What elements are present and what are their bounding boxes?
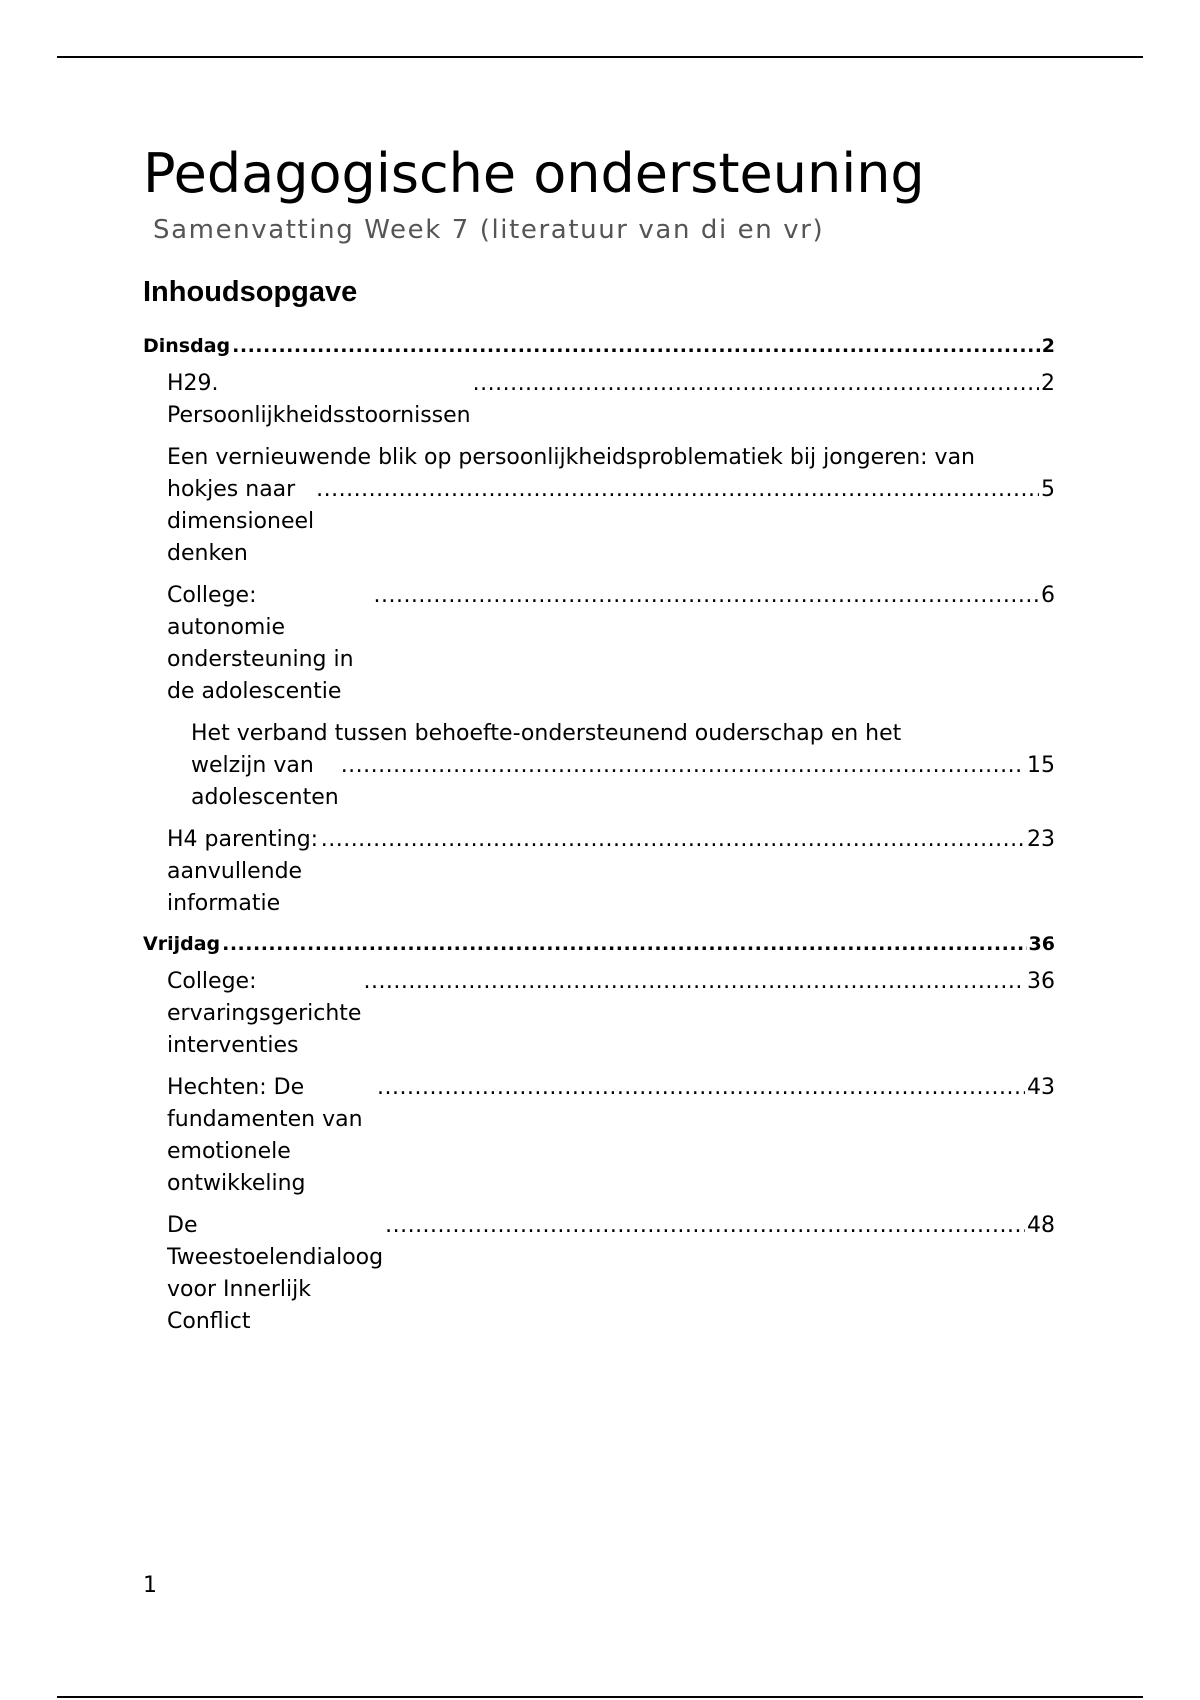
toc-entry[interactable] — [167, 1210, 1055, 1338]
toc-leader-dots — [341, 750, 1025, 782]
toc-entry[interactable] — [167, 966, 1055, 1062]
page-content — [143, 138, 1055, 1348]
toc-leader-dots — [222, 930, 1026, 958]
toc-leader-dots — [321, 824, 1025, 856]
toc-leader-dots — [373, 580, 1039, 612]
toc-entry-label-line1: Het verband tussen behoefte-ondersteunend ouderschap en het — [191, 721, 902, 746]
toc-entry[interactable] — [167, 580, 1055, 708]
toc-leader-dots — [377, 1072, 1025, 1104]
toc-entry-page: 23 — [1027, 827, 1055, 852]
toc-entry-page: 43 — [1027, 1075, 1055, 1100]
toc-entry[interactable] — [167, 824, 1055, 920]
document-title: Pedagogische ondersteuning — [143, 142, 925, 205]
toc-section-dinsdag[interactable] — [143, 332, 1055, 360]
toc-entry-page: 2 — [1041, 371, 1055, 396]
toc-entry-label: De Tweestoelendialoog voor Innerlijk Conflict — [167, 1213, 384, 1334]
page-number: 1 — [143, 1573, 157, 1598]
toc-entry-label-line2: hokjes naar dimensioneel denken — [167, 477, 315, 566]
toc-leader-dots — [316, 474, 1039, 506]
toc-entry[interactable] — [167, 442, 1055, 570]
toc-entry-label-line2: welzijn van adolescenten — [191, 753, 339, 810]
toc-entry-page: 15 — [1027, 753, 1055, 778]
toc-entry-label: H4 parenting: aanvullende informatie — [167, 827, 319, 916]
toc-entry[interactable] — [167, 1072, 1055, 1200]
toc-entry[interactable] — [167, 368, 1055, 432]
toc-leader-dots — [385, 1210, 1025, 1242]
toc-entry-label: Hechten: De fundamenten van emotionele ontwikkeling — [167, 1075, 363, 1196]
document-subtitle: Samenvatting Week 7 (literatuur van di en vr) — [153, 215, 825, 245]
toc-leader-dots — [473, 368, 1039, 400]
toc-entry-page: 36 — [1027, 969, 1055, 994]
toc-entry-label: Dinsdag — [143, 335, 231, 357]
toc-heading: Inhoudsopgave — [143, 276, 358, 308]
toc-entry-page: 48 — [1027, 1213, 1055, 1238]
toc-section-vrijdag[interactable] — [143, 930, 1055, 958]
toc-entry-label: Vrijdag — [143, 933, 221, 955]
toc-entry-label: H29. Persoonlijkheidsstoornissen — [167, 371, 471, 428]
toc-entry[interactable] — [191, 718, 1055, 814]
toc-entry-page: 5 — [1041, 477, 1055, 502]
footer-rule — [57, 1696, 1143, 1698]
header-rule — [57, 56, 1143, 58]
toc-entry-page: 36 — [1028, 933, 1055, 955]
toc-entry-label: College: ervaringsgerichte interventies — [167, 969, 362, 1058]
toc-entry-label-line1: Een vernieuwende blik op persoonlijkheidsproblematiek bij jongeren: van — [167, 445, 975, 470]
toc-entry-page: 2 — [1041, 335, 1055, 357]
toc-leader-dots — [232, 332, 1040, 360]
toc-leader-dots — [363, 966, 1025, 998]
toc-entry-page: 6 — [1041, 583, 1055, 608]
toc-entry-label: College: autonomie ondersteuning in de adolescentie — [167, 583, 354, 704]
table-of-contents — [143, 332, 1055, 1338]
